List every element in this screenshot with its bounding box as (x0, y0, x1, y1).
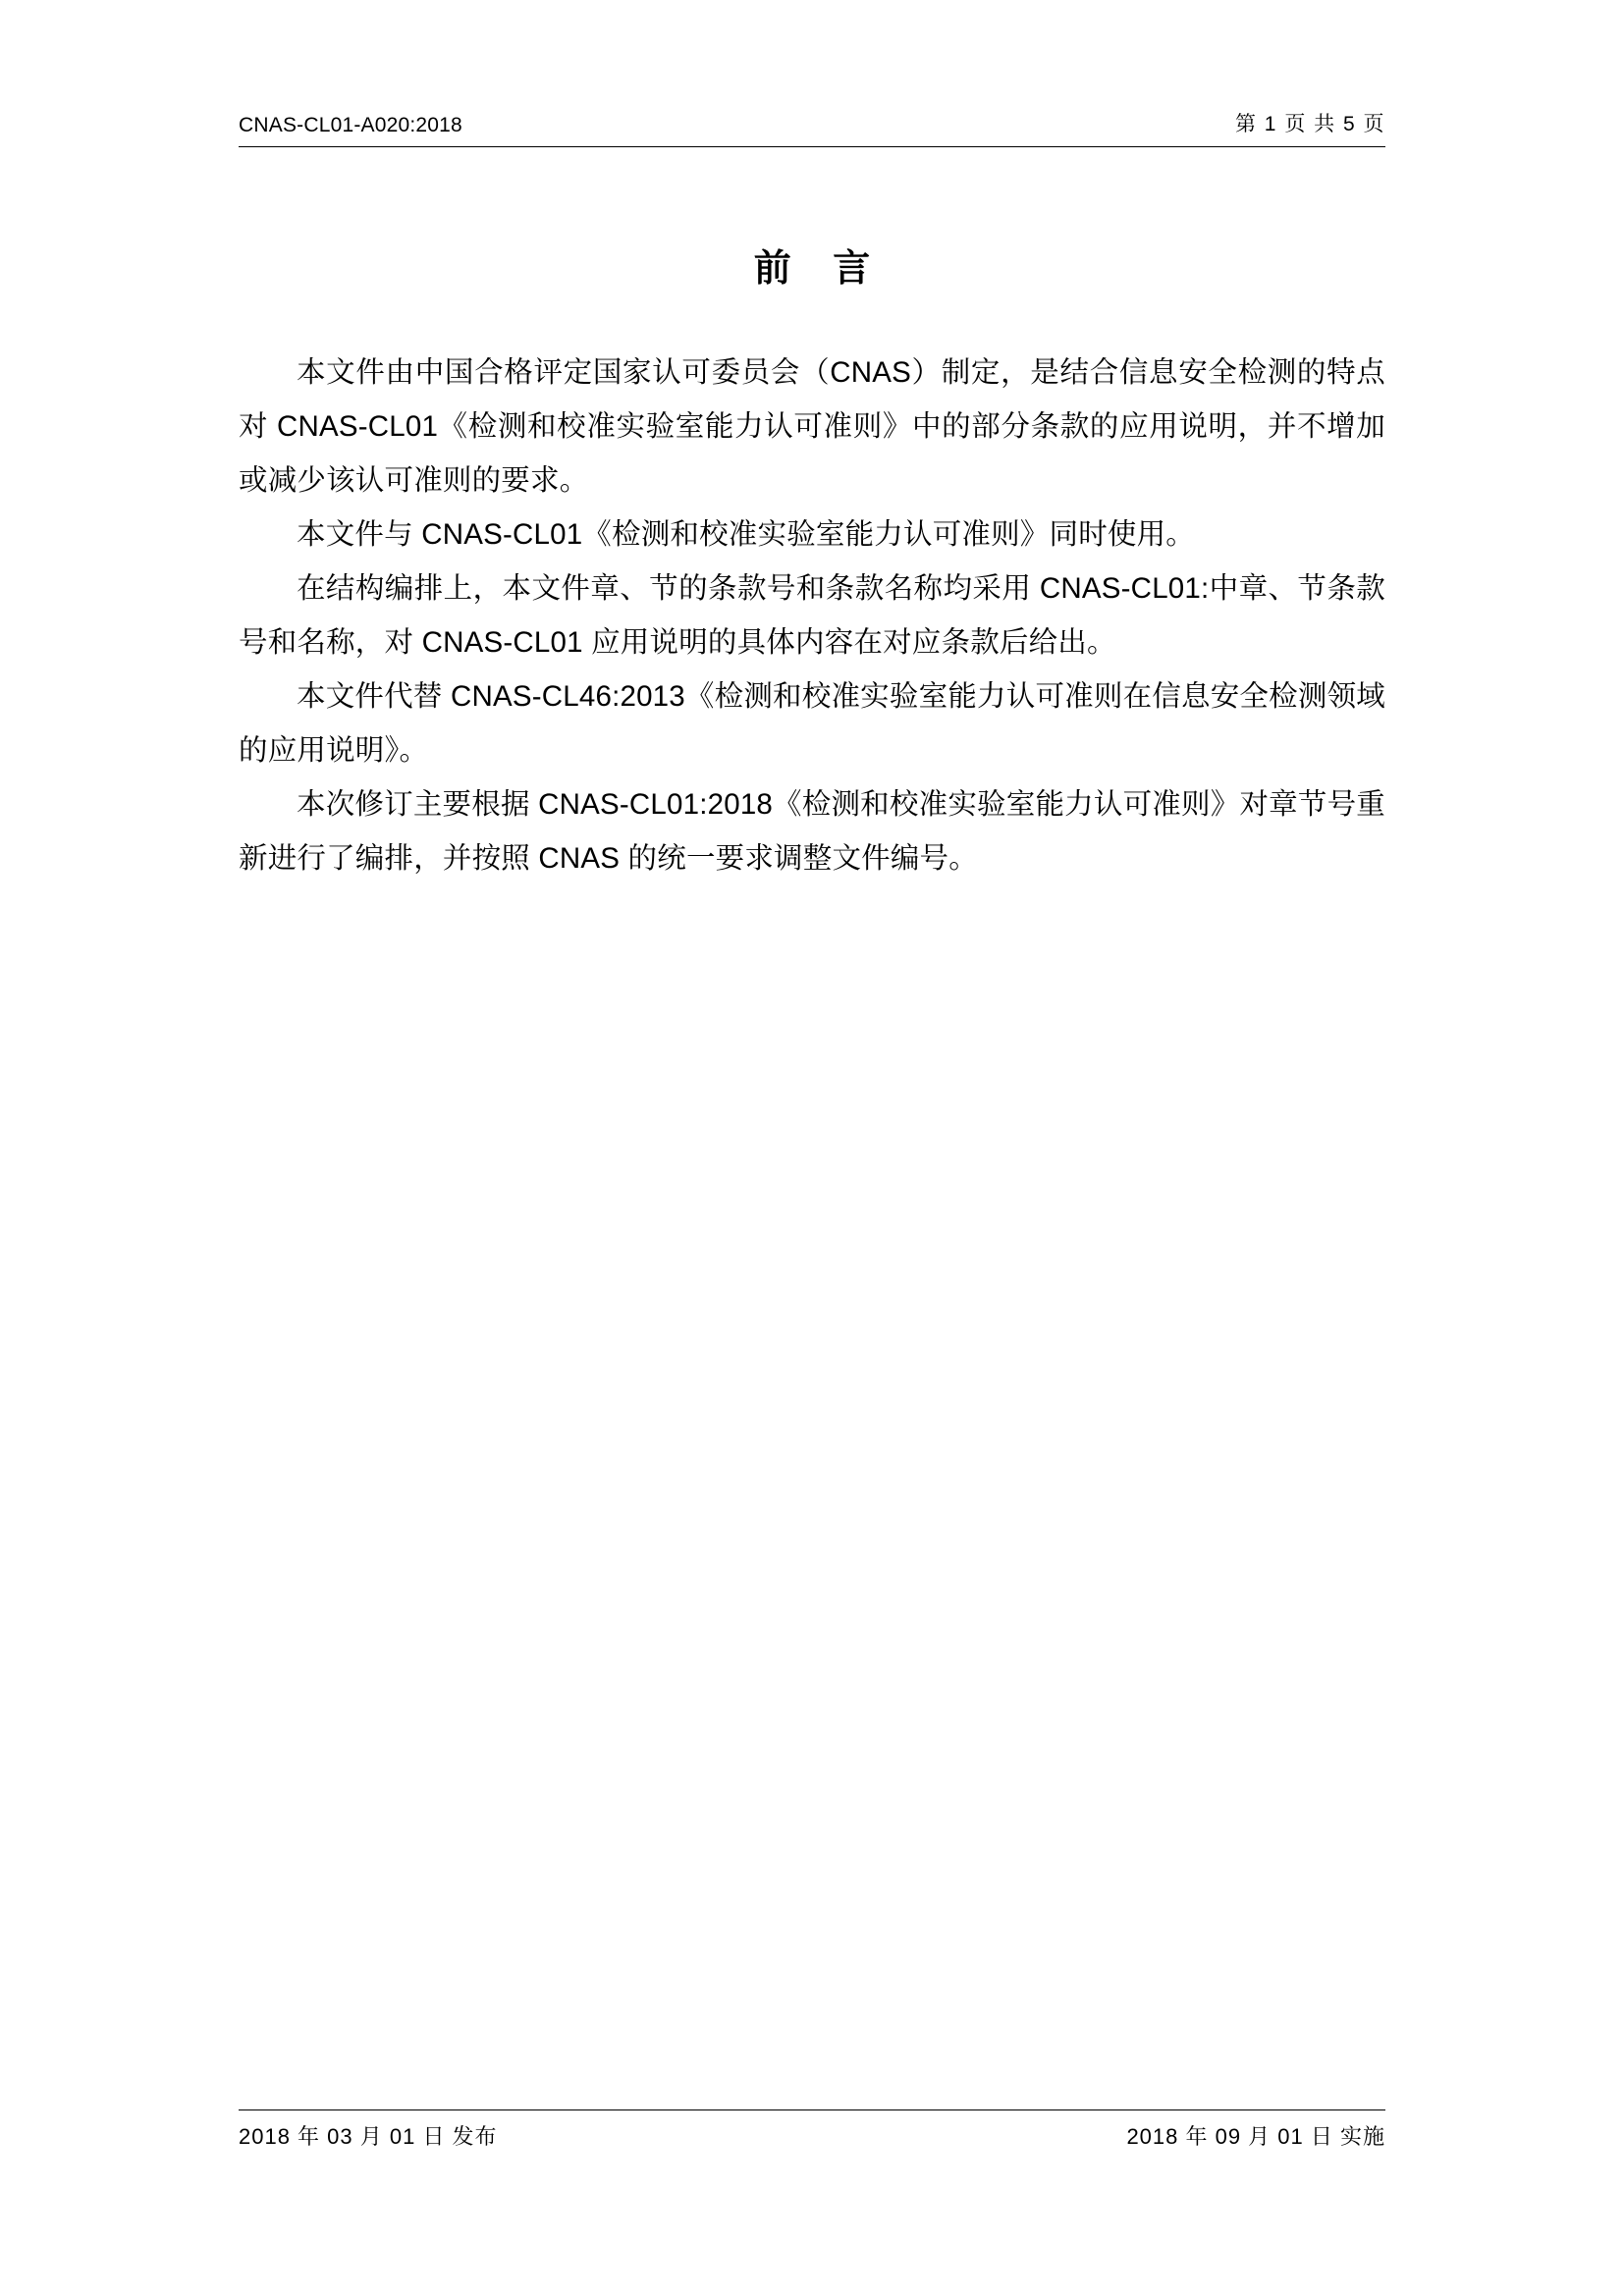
paragraph: 本文件由中国合格评定国家认可委员会（CNAS）制定，是结合信息安全检测的特点对 CNAS-CL01《检测和校准实验室能力认可准则》中的部分条款的应用说明，并不增加或减少该认可准则的要求。 (239, 356, 1385, 497)
page-title: 前 言 (753, 248, 887, 290)
page-content-area (239, 0, 1385, 2296)
page-number-indicator: 第 1 页 共 5 页 (1234, 113, 1385, 135)
document-body (239, 346, 1385, 885)
document-code: CNAS-CL01-A020:2018 (239, 114, 462, 136)
page-footer (239, 2109, 1385, 2151)
effective-date: 2018 年 09 月 01 日 实施 (1126, 2124, 1385, 2149)
issue-date: 2018 年 03 月 01 日 发布 (239, 2124, 498, 2149)
paragraph: 在结构编排上，本文件章、节的条款号和条款名称均采用 CNAS-CL01:中章、节条款号和名称，对 CNAS-CL01 应用说明的具体内容在对应条款后给出。 (239, 572, 1385, 659)
paragraph: 本文件代替 CNAS-CL46:2013《检测和校准实验室能力认可准则在信息安全检测领域的应用说明》。 (239, 680, 1385, 767)
paragraph: 本次修订主要根据 CNAS-CL01:2018《检测和校准实验室能力认可准则》对章节号重新进行了编排，并按照 CNAS 的统一要求调整文件编号。 (239, 788, 1385, 875)
page-header (239, 108, 1385, 147)
paragraph: 本文件与 CNAS-CL01《检测和校准实验室能力认可准则》同时使用。 (297, 518, 1196, 551)
